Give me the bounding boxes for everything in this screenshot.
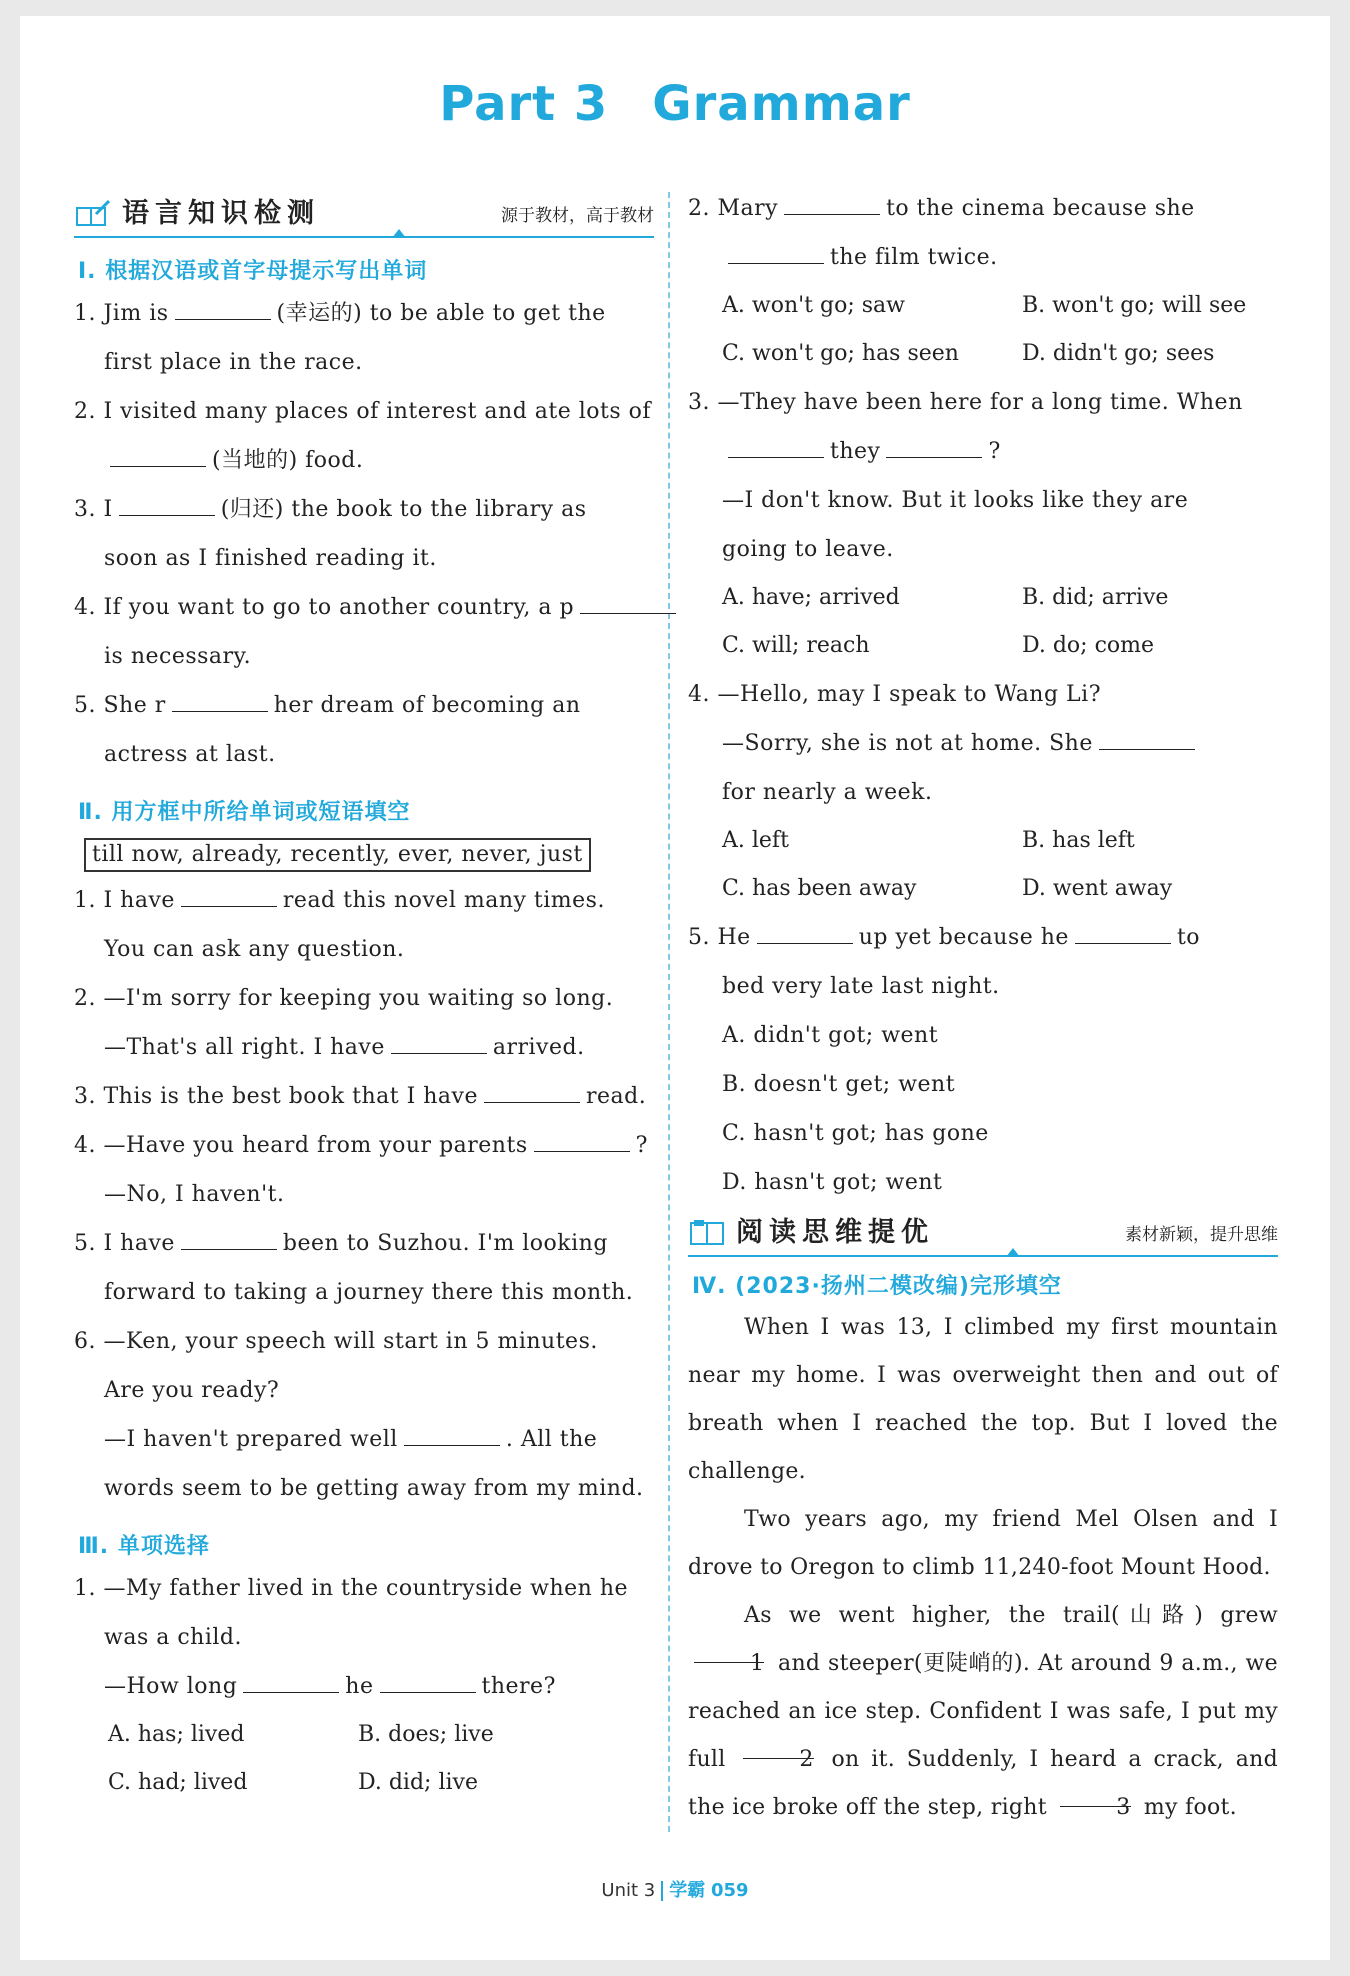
ii-q1-cont: You can ask any question. xyxy=(104,937,405,962)
iii-q3-reply: —I don't know. But it looks like they are xyxy=(722,488,1189,513)
answer-blank[interactable] xyxy=(580,591,676,614)
ii-q3: 3. This is the best book that I have read. xyxy=(74,1072,654,1121)
i-q2-cont: (当地的) food. xyxy=(74,436,654,485)
i-q1: 1. Jim is (幸运的) to be able to get the xyxy=(74,289,654,338)
part-ii-title: Ⅱ. 用方框中所给单词或短语填空 xyxy=(78,800,411,825)
answer-blank[interactable] xyxy=(484,1080,580,1103)
iii-q4-options-row2 xyxy=(688,865,1278,913)
answer-blank[interactable] xyxy=(1099,727,1195,750)
ii-q5: 5. I have been to Suzhou. I'm looking xyxy=(74,1219,654,1268)
option-a[interactable]: A. have; arrived xyxy=(722,585,900,610)
iii-q1-ask: —How long he there? xyxy=(74,1662,654,1711)
section-heading: 阅读思维提优 xyxy=(736,1217,934,1248)
part-iii-title: Ⅲ. 单项选择 xyxy=(78,1534,210,1559)
answer-blank[interactable] xyxy=(784,192,880,215)
option-b[interactable]: B. has left xyxy=(1022,828,1135,853)
ii-q6-cont: Are you ready? xyxy=(104,1378,280,1403)
left-column xyxy=(74,192,654,1807)
page-footer xyxy=(20,1876,1330,1902)
page-title xyxy=(20,76,1330,132)
option-d[interactable]: D. didn't go; sees xyxy=(1022,341,1215,366)
answer-blank[interactable] xyxy=(380,1670,476,1693)
ii-q2-cont: —That's all right. I have arrived. xyxy=(74,1023,654,1072)
option-b[interactable]: B. doesn't get; went xyxy=(722,1072,956,1097)
answer-blank[interactable] xyxy=(243,1670,339,1693)
i-q3-cont: soon as I finished reading it. xyxy=(104,546,437,571)
book-pen-icon xyxy=(76,200,110,226)
iii-q5-cont: bed very late last night. xyxy=(722,974,1000,999)
option-a[interactable]: A. didn't got; went xyxy=(722,1023,939,1048)
iii-q2-cont: the film twice. xyxy=(688,233,1278,282)
ii-q4: 4. —Have you heard from your parents ? xyxy=(74,1121,654,1170)
option-c[interactable]: C. will; reach xyxy=(722,633,870,658)
iii-q4-reply-cont: for nearly a week. xyxy=(722,780,933,805)
iii-q1-options-row2 xyxy=(74,1759,654,1807)
i-q4-cont: is necessary. xyxy=(104,644,252,669)
answer-blank[interactable] xyxy=(757,921,853,944)
option-d[interactable]: D. do; come xyxy=(1022,633,1155,658)
i-q5-cont: actress at last. xyxy=(104,742,276,767)
iii-q4: 4. —Hello, may I speak to Wang Li? xyxy=(688,682,1101,707)
part-i-title: Ⅰ. 根据汉语或首字母提示写出单词 xyxy=(78,259,428,284)
iii-q2-options-row2 xyxy=(688,330,1278,378)
option-b[interactable]: B. did; arrive xyxy=(1022,585,1169,610)
option-c[interactable]: C. won't go; has seen xyxy=(722,341,959,366)
iii-q1-options-row1 xyxy=(74,1711,654,1759)
i-q5: 5. She r her dream of becoming an xyxy=(74,681,654,730)
section-header-language xyxy=(74,192,654,238)
i-q2: 2. I visited many places of interest and ate lots of xyxy=(74,399,652,424)
answer-blank[interactable] xyxy=(181,1227,277,1250)
i-q4: 4. If you want to go to another country, a p xyxy=(74,583,654,632)
iii-q3: 3. —They have been here for a long time. When xyxy=(688,390,1243,415)
part-iv-title: Ⅳ. (2023·扬州二模改编)完形填空 xyxy=(692,1274,1062,1299)
iii-q1: 1. —My father lived in the countryside when he xyxy=(74,1576,629,1601)
answer-blank[interactable] xyxy=(534,1129,630,1152)
passage-paragraph-1: When I was 13, I climbed my first mountain near my home. I was overweight then and out of breath when I reached the top. But I loved the challenge. xyxy=(688,1315,1278,1484)
option-b[interactable]: B. won't go; will see xyxy=(1022,293,1247,318)
answer-blank[interactable] xyxy=(728,241,824,264)
section-slogan: 素材新颖，提升思维 xyxy=(1125,1225,1278,1245)
iii-q1-cont: was a child. xyxy=(104,1625,242,1650)
unit-label: Unit 3 xyxy=(601,1880,656,1901)
option-a[interactable]: A. has; lived xyxy=(108,1722,245,1747)
iii-q5: 5. He up yet because he to xyxy=(688,913,1278,962)
answer-blank[interactable] xyxy=(110,444,206,467)
column-divider xyxy=(668,192,670,1832)
option-d[interactable]: D. went away xyxy=(1022,876,1173,901)
header-marker xyxy=(1006,1248,1020,1257)
ii-q6: 6. —Ken, your speech will start in 5 minutes. xyxy=(74,1329,598,1354)
answer-blank[interactable] xyxy=(391,1031,487,1054)
i-q1-cont: first place in the race. xyxy=(104,350,363,375)
iii-q3-cont: they ? xyxy=(688,427,1278,476)
cloze-blank-2[interactable]: 2 xyxy=(743,1736,813,1759)
iii-q3-options-row1 xyxy=(688,574,1278,622)
iii-q3-options-row2 xyxy=(688,622,1278,670)
iii-q4-options-row1 xyxy=(688,817,1278,865)
cloze-blank-1[interactable]: 1 xyxy=(694,1640,764,1663)
cloze-blank-3[interactable]: 3 xyxy=(1060,1784,1130,1807)
ii-q6-end: words seem to be getting away from my mind. xyxy=(104,1476,644,1501)
brand-label: 学霸 xyxy=(669,1880,706,1901)
option-c[interactable]: C. has been away xyxy=(722,876,917,901)
part-label: Part 3 xyxy=(439,76,609,132)
ii-q6-answer: —I haven't prepared well . All the xyxy=(74,1415,654,1464)
worksheet-page xyxy=(20,16,1330,1960)
answer-blank[interactable] xyxy=(1075,921,1171,944)
answer-blank[interactable] xyxy=(404,1423,500,1446)
ii-q5-cont: forward to taking a journey there this month. xyxy=(104,1280,634,1305)
option-a[interactable]: A. left xyxy=(722,828,789,853)
answer-blank[interactable] xyxy=(181,884,277,907)
answer-blank[interactable] xyxy=(175,297,271,320)
passage-paragraph-2: Two years ago, my friend Mel Olsen and I drove to Oregon to climb 11,240-foot Mount Hood. xyxy=(688,1507,1278,1580)
option-d[interactable]: D. did; live xyxy=(358,1770,478,1795)
ii-q4-cont: —No, I haven't. xyxy=(104,1182,285,1207)
answer-blank[interactable] xyxy=(119,493,215,516)
section-header-reading xyxy=(688,1211,1278,1257)
option-d[interactable]: D. hasn't got; went xyxy=(722,1170,943,1195)
ii-q2: 2. —I'm sorry for keeping you waiting so long. xyxy=(74,986,614,1011)
option-c[interactable]: C. hasn't got; has gone xyxy=(722,1121,989,1146)
option-c[interactable]: C. had; lived xyxy=(108,1770,248,1795)
i-q3: 3. I (归还) the book to the library as xyxy=(74,485,654,534)
answer-blank[interactable] xyxy=(886,435,982,458)
part-name: Grammar xyxy=(652,76,911,132)
iii-q3-reply-cont: going to leave. xyxy=(722,537,894,562)
section-slogan: 源于教材，高于教材 xyxy=(501,206,654,226)
open-book-icon xyxy=(690,1219,724,1245)
option-b[interactable]: B. does; live xyxy=(358,1722,494,1747)
header-marker xyxy=(392,229,406,238)
answer-blank[interactable] xyxy=(728,435,824,458)
footer-separator xyxy=(661,1881,663,1901)
word-box: till now, already, recently, ever, never, just xyxy=(84,838,591,872)
passage-paragraph-3: As we went higher, the trail(山路) grew 1 and steeper(更陡峭的). At around 9 a.m., we reached an ice step. Confident I was safe, I put my full 2 on it. Suddenly, I heard a crack, and the ice broke off the step, right 3 my foot. xyxy=(688,1603,1279,1820)
option-a[interactable]: A. won't go; saw xyxy=(722,293,905,318)
iii-q2: 2. Mary to the cinema because she xyxy=(688,184,1278,233)
iii-q4-reply: —Sorry, she is not at home. She xyxy=(688,719,1278,768)
right-column xyxy=(688,184,1278,1832)
iii-q2-options-row1 xyxy=(688,282,1278,330)
ii-q1: 1. I have read this novel many times. xyxy=(74,876,654,925)
section-heading: 语言知识检测 xyxy=(122,198,320,229)
page-number: 059 xyxy=(710,1880,749,1901)
answer-blank[interactable] xyxy=(172,689,268,712)
